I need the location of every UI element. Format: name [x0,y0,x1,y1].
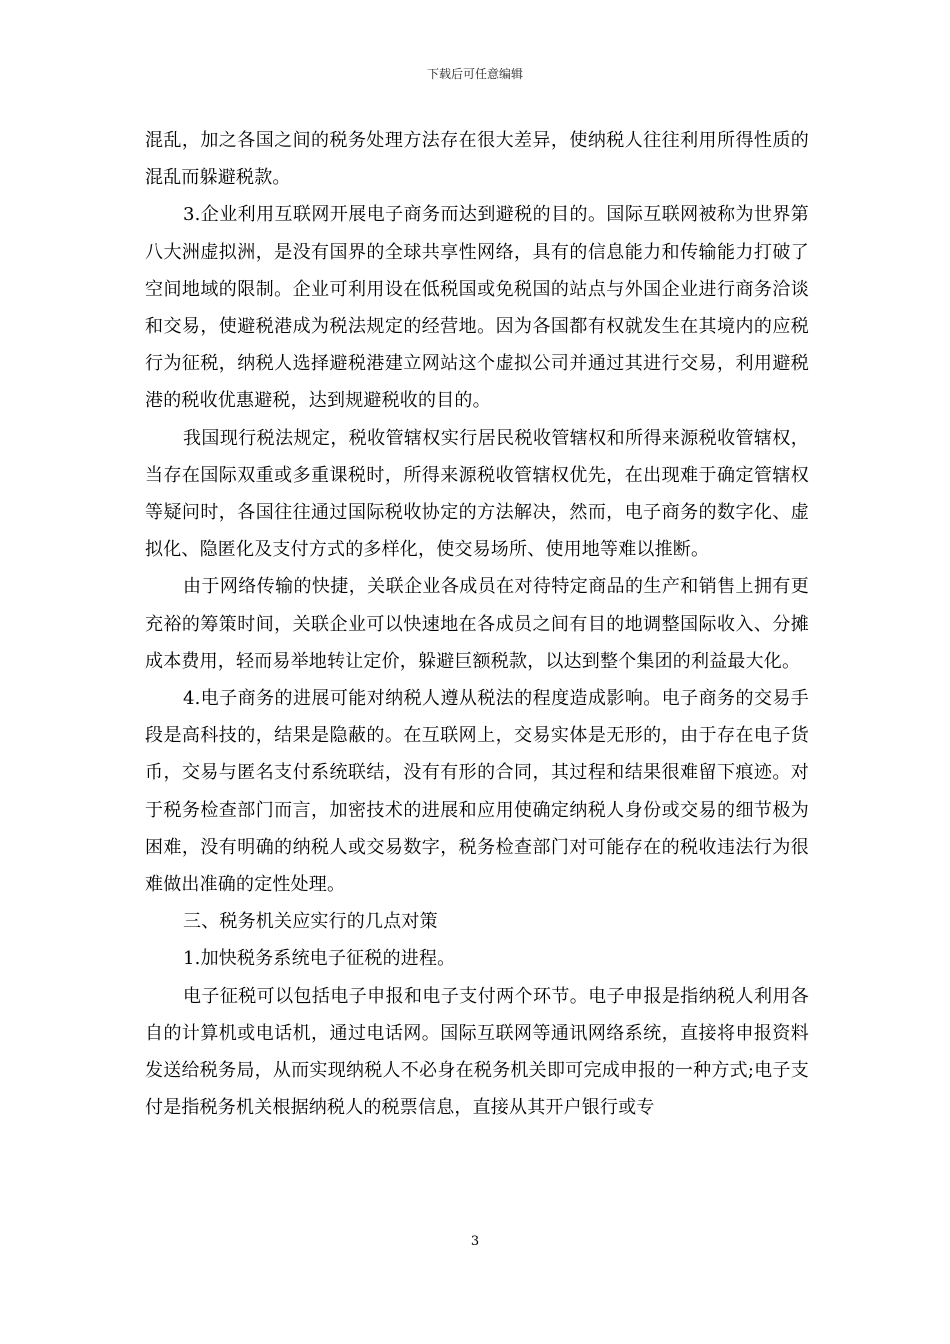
section-heading: 三、税务机关应实行的几点对策 [183,911,438,933]
page-number: 3 [470,1234,480,1249]
body-text [145,122,809,1126]
paragraph-2: 3.企业利用互联网开展电子商务而达到避税的目的。国际互联网被称为世界第八大洲虚拟洲，是没有国界的全球共享性网络，具有的信息能力和传输能力打破了空间地域的限制。企业可利用设在低税国或免税国的站点与外国企业进行商务洽谈和交易，使避税港成为税法规定的经营地。因为各国都有权就发生在其境内的应税行为征税，纳税人选择避税港建立网站这个虚拟公司并通过其进行交易，利用避税港的税收优惠避税，达到规避税收的目的。 [145,204,809,412]
page-header: 下载后可任意编辑 [426,67,523,81]
subsection-heading: 1.加快税务系统电子征税的进程。 [183,948,456,970]
paragraph-3: 我国现行税法规定，税收管辖权实行居民税收管辖权和所得来源税收管辖权，当存在国际双重或多重课税时，所得来源税收管辖权优先，在出现难于确定管辖权等疑问时，各国往往通过国际税收协定的方法解决，然而，电子商务的数字化、虚拟化、隐匿化及支付方式的多样化，使交易场所、使用地等难以推断。 [145,427,809,561]
paragraph-1: 混乱，加之各国之间的税务处理方法存在很大差异，使纳税人往往利用所得性质的混乱而躲避税款。 [145,130,809,189]
paragraph-8: 电子征税可以包括电子申报和电子支付两个环节。电子申报是指纳税人利用各自的计算机或电话机，通过电话网。国际互联网等通讯网络系统，直接将申报资料发送给税务局，从而实现纳税人不必身在税务机关即可完成申报的一种方式;电子支付是指税务机关根据纳税人的税票信息，直接从其开户银行或专 [145,985,809,1119]
paragraph-5: 4.电子商务的进展可能对纳税人遵从税法的程度造成影响。电子商务的交易手段是高科技的，结果是隐蔽的。在互联网上，交易实体是无形的，由于存在电子货币，交易与匿名支付系统联结，没有有形的合同，其过程和结果很难留下痕迹。对于税务检查部门而言，加密技术的进展和应用使确定纳税人身份或交易的细节极为困难，没有明确的纳税人或交易数字，税务检查部门对可能存在的税收违法行为很难做出准确的定性处理。 [145,688,809,896]
paragraph-4: 由于网络传输的快捷，关联企业各成员在对待特定商品的生产和销售上拥有更充裕的筹策时间，关联企业可以快速地在各成员之间有目的地调整国际收入、分摊成本费用，轻而易举地转让定价，躲避巨额税款，以达到整个集团的利益最大化。 [145,576,809,672]
